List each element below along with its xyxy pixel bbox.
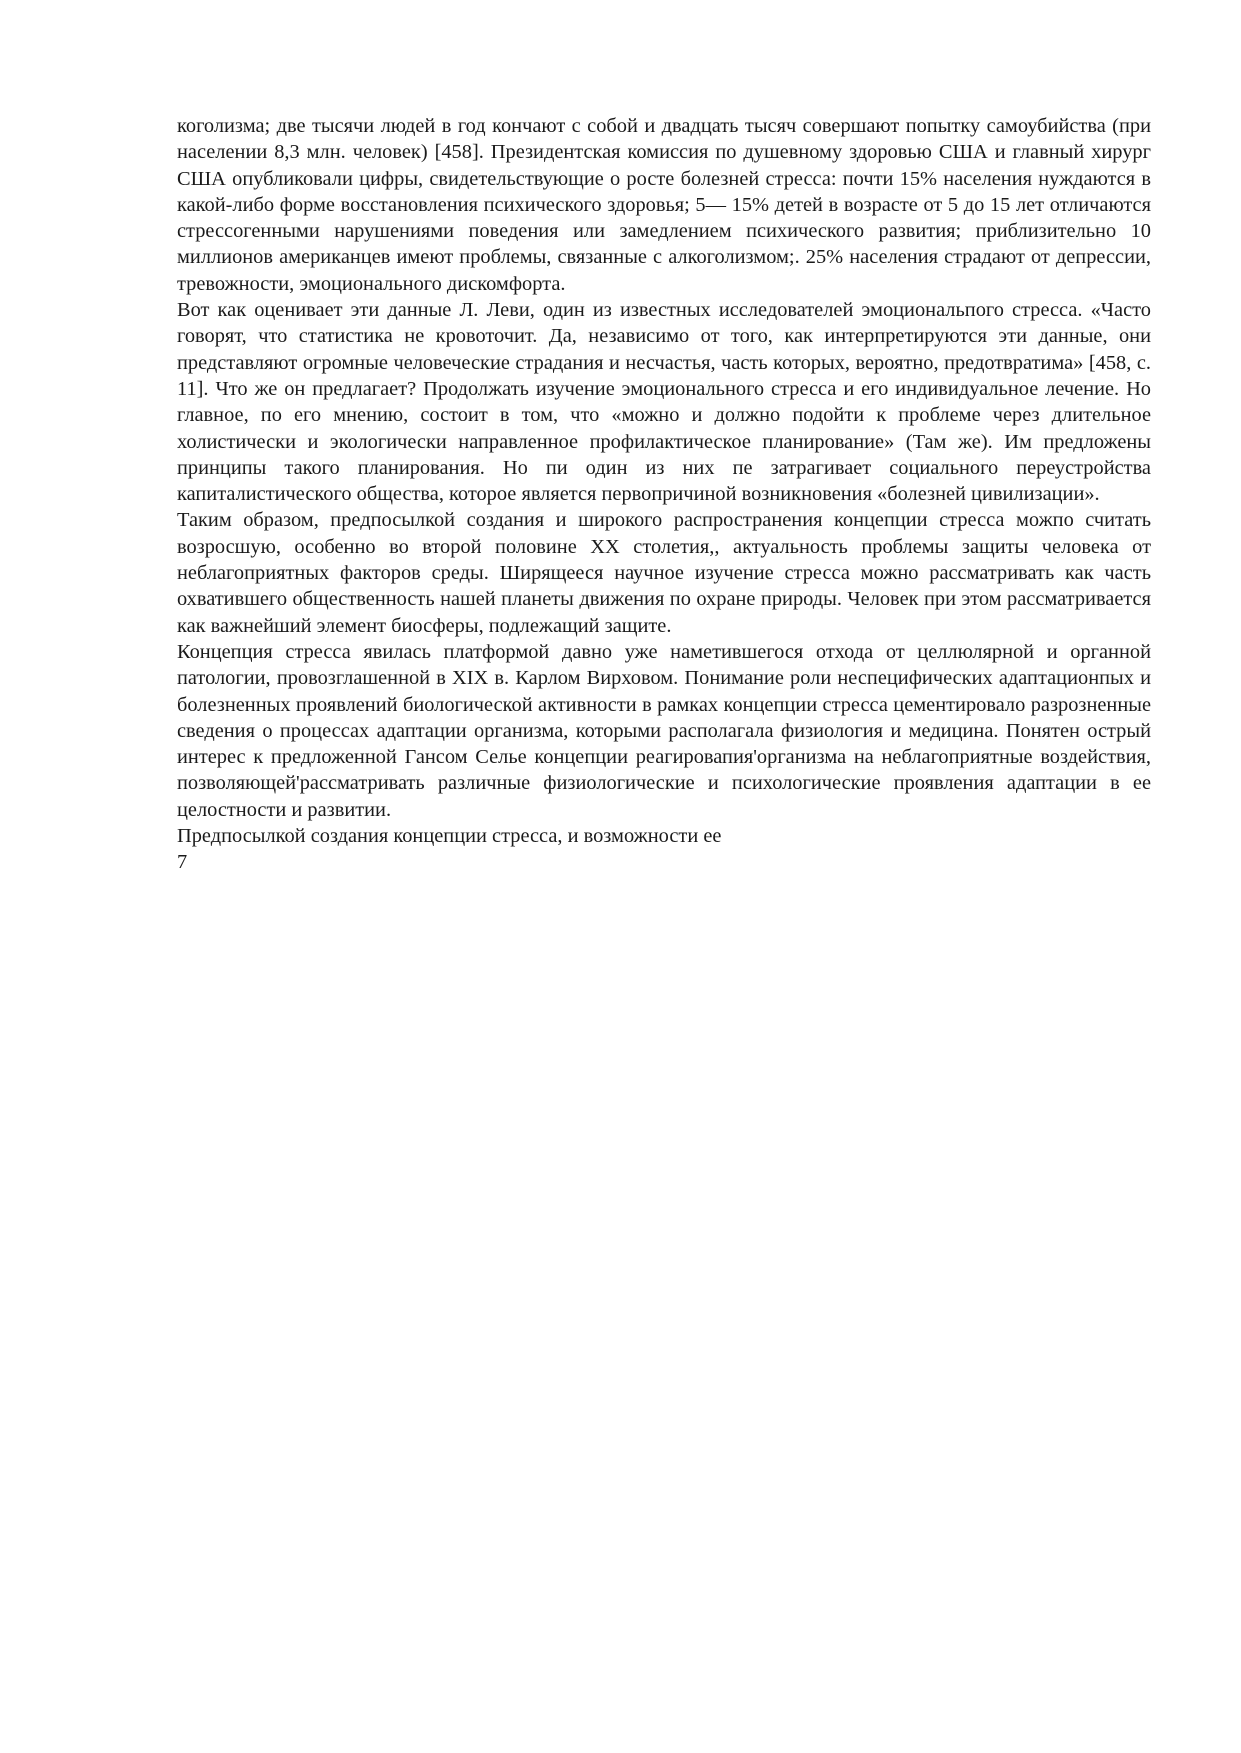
paragraph-5: Предпосылкой создания концепции стресса, и возможности ее [177, 825, 722, 848]
paragraph-3: Таким образом, предпосылкой создания и широкого распространения концепции стресса можпо считать возросшую, особенно во второй половине XX столетия,, актуальность проблемы защиты человека от неблагоприятных факторов среды. Ширящееся научное изучение стресса можно рассматривать как часть охватившего общественность нашей планеты движения по охране природы. Человек при этом рассматривается как важнейший элемент биосферы, подлежащий защите. [177, 509, 1151, 637]
paragraph-4: Концепция стресса явилась платформой давно уже наметившегося отхода от целлюлярной и органной патологии, провозглашенной в XIX в. Карлом Вирховом. Понимание роли неспецифических адаптационпых и болезненных проявлений биологической активности в рамках концепции стресса цементировало разрозненные сведения о процессах адаптации организма, которыми располагала физиология и медицина. Понятен острый интерес к предложенной Гансом Селье концепции реагировапия'организма на неблагоприятные воздействия, позволяющей'рассматривать различные физиологические и психологические проявления адаптации в ее целостности и развитии. [177, 640, 1151, 821]
paragraph-1: коголизма; две тысячи людей в год кончают с собой и двадцать тысяч совершают попытку самоубийства (при населении 8,3 млн. человек) [458]. Президентская комиссия по душевному здоровью США и главный хирург США опубликовали цифры, свидетельствующие о росте болезней стресса: почти 15% населения нуждаются в какой-либо форме восстановления психического здоровья; 5— 15% детей в возрасте от 5 до 15 лет отличаются стрессогенными нарушениями поведения или замедлением психического развития; приблизительно 10 миллионов американцев имеют проблемы, связанные с алкоголизмом;. 25% населения страдают от депрессии, тревожности, эмоционального дискомфорта. [177, 115, 1151, 295]
paragraph-2: Вот как оценивает эти данные Л. Леви, один из известных исследователей эмоциональпого стресса. «Часто говорят, что статистика не кровоточит. Да, независимо от того, как интерпретируются эти данные, они представляют огромные человеческие страдания и несчастья, часть которых, вероятно, предотвратима» [458, с. 11]. Что же он предлагает? Продолжать изучение эмоционального стресса и его индивидуальное лечение. Но главное, по его мнению, состоит в том, что «можно и должно подойти к проблеме через длительное холистически и экологически направленное профилактическое планирование» (Там же). Им предложены принципы такого планирования. Но пи один из них пе затрагивает социального переустройства капиталистического общества, которое является первопричиной возникновения «болезней цивилизации». [177, 299, 1151, 506]
document-text [177, 113, 1151, 876]
page-number: 7 [177, 851, 188, 874]
